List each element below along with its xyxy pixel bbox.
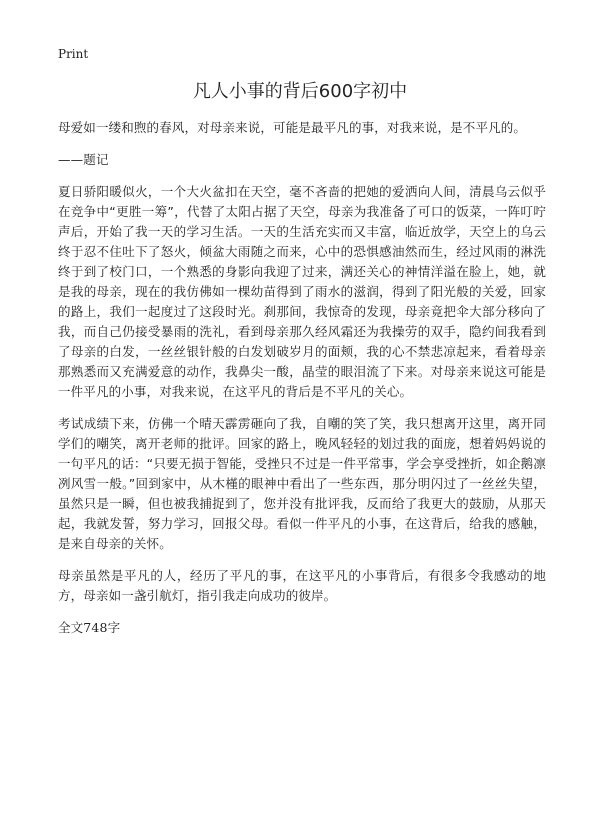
body-paragraph-1: 夏日骄阳暖似火，一个大火盆扣在天空，毫不吝啬的把她的爱洒向人间，清晨乌云似乎在竞争中“更胜一筹”，代替了太阳占据了天空，母亲为我准备了可口的饭菜，一阵叮咛声后，开始了我一天的学习生活。一天的生活充实而又丰富，临近放学，天空上的乌云终于忍不住吐下了怒火，倾盆大雨随之而来，心中的恐惧感油然而生，经过风雨的淋洗终于到了校门口，一个熟悉的身影向我迎了过来，满还关心的神情洋溢在脸上，她，就是我的母亲，现在的我仿佛如一棵幼苗得到了雨水的滋润，得到了阳光般的关爱，回家的路上，我们一起度过了这段时光。刹那间，我惊奇的发现，母亲竟把伞大部分移向了我，而自己仍接受暴雨的洗礼，看到母亲那久经风霜还为我操劳的双手，隐约间我看到了母亲的白发，一丝丝银针般的白发划破岁月的面颊，我的心不禁悲凉起来，看着母亲那熟悉而又充满爱意的动作，我鼻尖一酸，晶莹的眼泪流了下来。对母亲来说这可能是一件平凡的小事，对我来说，在这平凡的背后是不平凡的关心。: [58, 184, 546, 399]
body-paragraph-2: 考试成绩下来，仿佛一个晴天霹雳砸向了我，自嘲的笑了笑，我只想离开这里，离开同学们的嘲笑，离开老师的批评。回家的路上，晚风轻轻的划过我的面庞，想着妈妈说的一句平凡的话：“只要无损于智能，受挫只不过是一件平常事，学会享受挫折，如企鹅凛冽风雪一般。”回到家中，从木槿的眼神中看出了一些东西，那分明闪过了一丝丝失望，虽然只是一瞬，但也被我捕捉到了，您并没有批评我，反而给了我更大的鼓励，从那天起，我就发誓，努力学习，回报父母。看似一件平凡的小事，在这背后，给我的感触，是来自母亲的关怀。: [58, 416, 546, 551]
article-body: [58, 118, 546, 650]
word-count: 全文748字: [58, 620, 121, 635]
page-title: 凡人小事的背后600字初中: [192, 81, 408, 102]
body-paragraph-3: 母亲虽然是平凡的人，经历了平凡的事，在这平凡的小事背后，有很多令我感动的地方，母亲如一盏引航灯，指引我走向成功的彼岸。: [58, 568, 546, 603]
epigraph-tag: ——题记: [58, 152, 109, 167]
print-label[interactable]: Print: [58, 47, 89, 61]
intro-paragraph: 母爱如一缕和煦的春风，对母亲来说，可能是最平凡的事，对我来说，是不平凡的。: [58, 120, 527, 135]
